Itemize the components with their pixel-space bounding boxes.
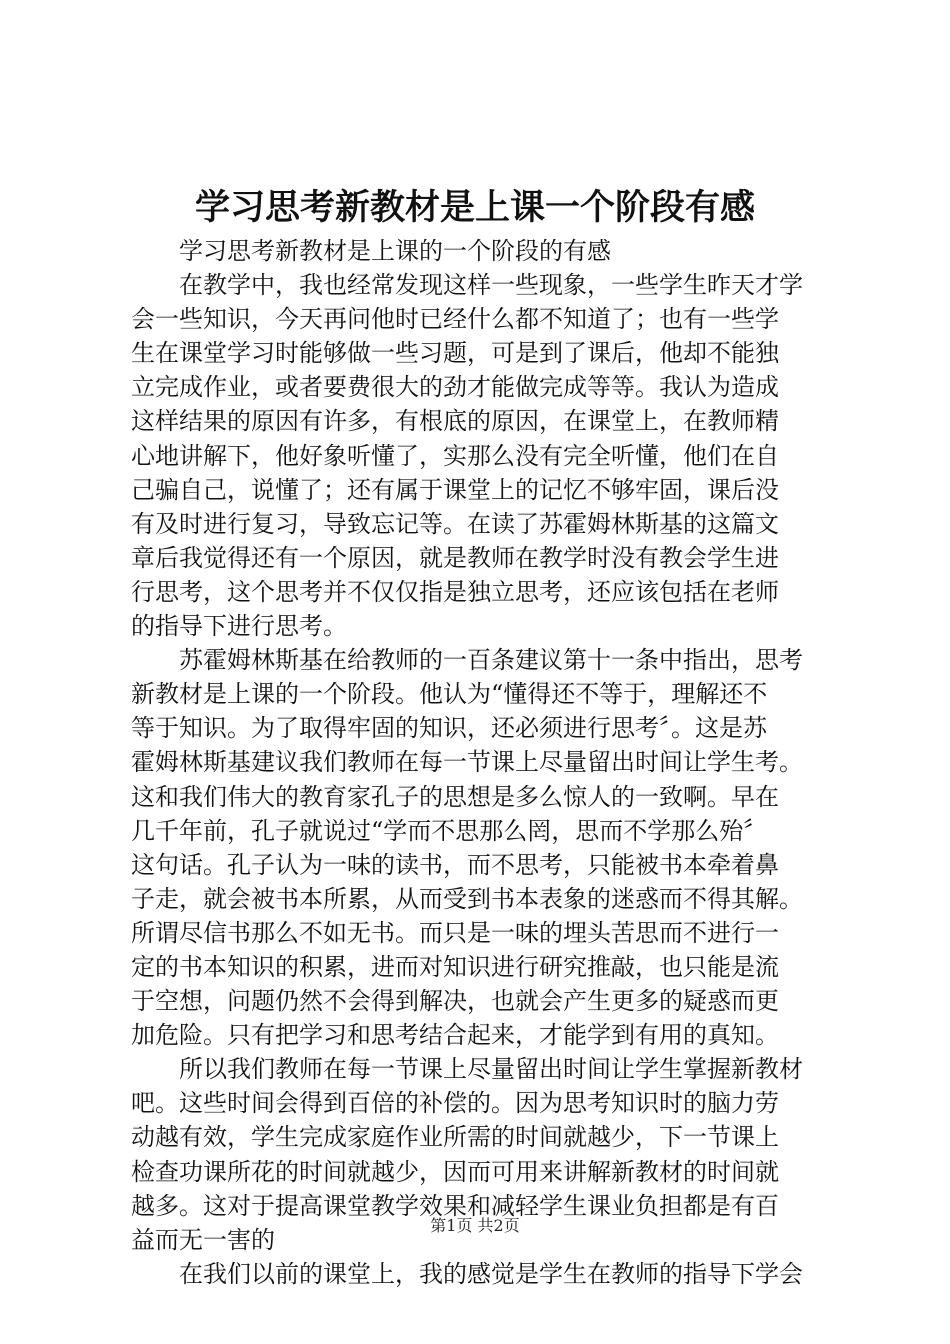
paragraph-line: 这句话。孔子认为一味的读书，而不思考，只能被书本牵着鼻 bbox=[131, 850, 779, 879]
paragraph-line: 于空想，问题仍然不会得到解决，也就会产生更多的疑惑而更 bbox=[131, 987, 779, 1016]
paragraph-line: 会一些知识，今天再问他时已经什么都不知道了；也有一些学 bbox=[131, 305, 779, 334]
paragraph-line: 立完成作业，或者要费很大的劲才能做完成等等。我认为造成 bbox=[131, 373, 779, 402]
paragraph-line: 苏霍姆林斯基在给教师的一百条建议第十一条中指出，思考 bbox=[179, 646, 803, 675]
paragraph-line: 章后我觉得还有一个原因，就是教师在教学时没有教会学生进 bbox=[131, 543, 779, 572]
document-body bbox=[131, 234, 831, 1291]
paragraph-line: 在教学中，我也经常发现这样一些现象，一些学生昨天才学 bbox=[179, 271, 803, 300]
paragraph-line: 生在课堂学习时能够做一些习题，可是到了课后，他却不能独 bbox=[131, 339, 779, 368]
paragraph-line: 在我们以前的课堂上，我的感觉是学生在教师的指导下学会 bbox=[179, 1259, 803, 1288]
paragraph-line: 益而无一害的 bbox=[131, 1225, 275, 1254]
page-number-footer: 第1页 共2页 bbox=[430, 1216, 520, 1235]
paragraph-line: 新教材是上课的一个阶段。他认为“懂得还不等于，理解还不 bbox=[131, 680, 768, 709]
paragraph-line: 动越有效，学生完成家庭作业所需的时间就越少，下一节课上 bbox=[131, 1123, 779, 1152]
paragraph-line: 己骗自己，说懂了；还有属于课堂上的记忆不够牢固，课后没 bbox=[131, 475, 779, 504]
paragraph-line: 有及时进行复习，导致忘记等。在读了苏霍姆林斯基的这篇文 bbox=[131, 509, 779, 538]
paragraph-line: 这和我们伟大的教育家孔子的思想是多么惊人的一致啊。早在 bbox=[131, 782, 779, 811]
paragraph-line: 等于知识。为了取得牢固的知识，还必须进行思考〞。这是苏 bbox=[131, 714, 767, 743]
paragraph-line: 检查功课所花的时间就越少，因而可用来讲解新教材的时间就 bbox=[131, 1157, 779, 1186]
paragraph-line: 所以我们教师在每一节课上尽量留出时间让学生掌握新教材 bbox=[179, 1055, 803, 1084]
paragraph-line: 越多。这对于提高课堂教学效果和减轻学生课业负担都是有百 bbox=[131, 1191, 779, 1220]
paragraph-line: 子走，就会被书本所累，从而受到书本表象的迷惑而不得其解。 bbox=[131, 884, 803, 913]
paragraph-line: 定的书本知识的积累，进而对知识进行研究推敲，也只能是流 bbox=[131, 952, 779, 981]
document-title: 学习思考新教材是上课一个阶段有感 bbox=[194, 187, 755, 228]
paragraph-line: 这样结果的原因有许多，有根底的原因，在课堂上，在教师精 bbox=[131, 407, 779, 436]
paragraph-line: 心地讲解下，他好象听懂了，实那么没有完全听懂，他们在自 bbox=[131, 441, 779, 470]
paragraph-line: 所谓尽信书那么不如无书。而只是一味的埋头苦思而不进行一 bbox=[131, 918, 779, 947]
paragraph-line: 的指导下进行思考。 bbox=[131, 612, 347, 641]
paragraph-line: 加危险。只有把学习和思考结合起来，才能学到有用的真知。 bbox=[131, 1021, 779, 1050]
subtitle-line: 学习思考新教材是上课的一个阶段的有感 bbox=[179, 237, 611, 265]
paragraph-line: 几千年前，孔子就说过“学而不思那么罔，思而不学那么殆〞 bbox=[131, 816, 768, 845]
paragraph-line: 行思考，这个思考并不仅仅指是独立思考，还应该包括在老师 bbox=[131, 577, 779, 606]
paragraph-line: 霍姆林斯基建议我们教师在每一节课上尽量留出时间让学生考。 bbox=[131, 748, 803, 777]
paragraph-line: 吧。这些时间会得到百倍的补偿的。因为思考知识时的脑力劳 bbox=[131, 1089, 779, 1118]
